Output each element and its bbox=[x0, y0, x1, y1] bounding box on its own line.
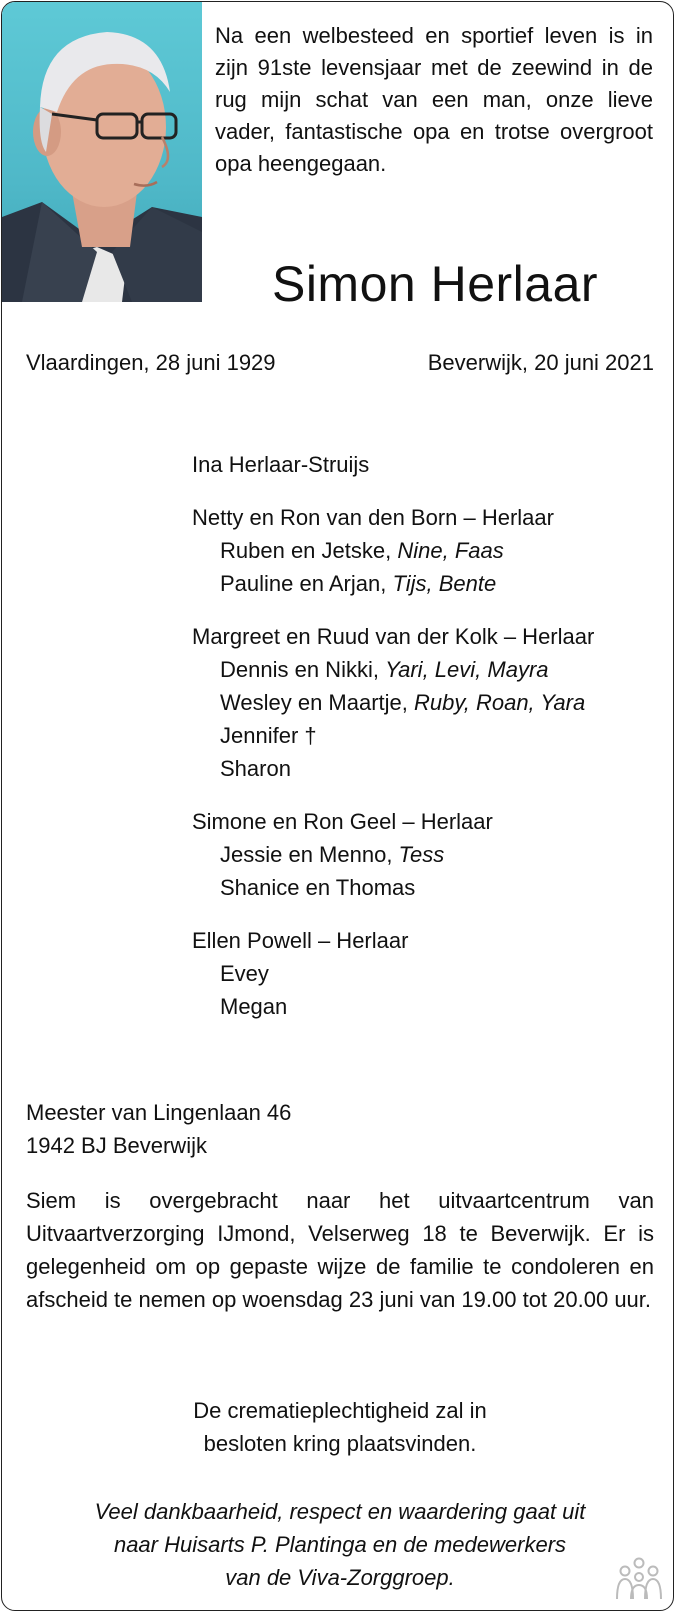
member-names: Evey bbox=[220, 961, 269, 986]
family-member-row bbox=[192, 567, 662, 600]
intro-text: Na een welbesteed en sportief leven is in zijn 91ste levensjaar met de zeewind in de rug mijn schat van een man, onze lieve vader, fantastische opa en trotse overgroot opa heengegaan. bbox=[215, 23, 653, 176]
family-member-row bbox=[192, 871, 662, 904]
portrait-photo bbox=[2, 2, 202, 302]
obituary-card bbox=[1, 1, 674, 1611]
family-member-row bbox=[192, 957, 662, 990]
family-member-row bbox=[192, 653, 662, 686]
family-group-head: Simone en Ron Geel – Herlaar bbox=[192, 809, 493, 834]
family-people-icon bbox=[614, 1557, 664, 1601]
grandchildren-names: Ruby, Roan, Yara bbox=[414, 690, 586, 715]
member-names: Jennifer † bbox=[220, 723, 317, 748]
family-member-row bbox=[192, 719, 662, 752]
deceased-name: Simon Herlaar bbox=[271, 256, 599, 312]
portrait-illustration bbox=[2, 2, 202, 302]
family-member-row bbox=[192, 686, 662, 719]
correspondence-address bbox=[26, 1096, 654, 1162]
family-group-head: Ellen Powell – Herlaar bbox=[192, 928, 409, 953]
family-group bbox=[192, 501, 662, 600]
thanks-line: naar Huisarts P. Plantinga en de medewerkers bbox=[113, 1532, 567, 1557]
address-postal: 1942 BJ Beverwijk bbox=[26, 1133, 207, 1158]
family-group bbox=[192, 805, 662, 904]
family-member-row bbox=[192, 534, 662, 567]
family-spouse: Ina Herlaar-Struijs bbox=[192, 452, 370, 477]
family-member-row bbox=[192, 752, 662, 785]
grandchildren-names: Nine, Faas bbox=[397, 538, 504, 563]
cremation-line: De crematieplechtigheid zal in bbox=[193, 1398, 487, 1423]
member-names: Jessie en Menno, bbox=[220, 842, 399, 867]
cremation-line: besloten kring plaatsvinden. bbox=[203, 1431, 477, 1456]
grandchildren-names: Tijs, Bente bbox=[392, 571, 497, 596]
member-names: Dennis en Nikki, bbox=[220, 657, 386, 682]
birth-place-date: Vlaardingen, 28 juni 1929 bbox=[26, 350, 276, 375]
death-place-date: Beverwijk, 20 juni 2021 bbox=[427, 350, 654, 375]
family-group bbox=[192, 924, 662, 1023]
funeral-info-text: Siem is overgebracht naar het uitvaartcentrum van Uitvaartverzorging IJmond, Velserweg 18 te Beverwijk. Er is gelegenheid om op gepaste wijze de familie te condoleren en afscheid te nemen op woensdag 23 juni van 19.00 tot 20.00 uur. bbox=[26, 1188, 654, 1312]
family-group bbox=[192, 620, 662, 785]
member-names: Sharon bbox=[220, 756, 291, 781]
cremation-notice bbox=[26, 1394, 654, 1460]
grandchildren-names: Tess bbox=[398, 842, 445, 867]
family-group-spouse bbox=[192, 448, 662, 481]
member-names: Megan bbox=[220, 994, 288, 1019]
thanks-notice bbox=[26, 1495, 654, 1594]
family-group-head: Netty en Ron van den Born – Herlaar bbox=[192, 505, 554, 530]
family-list bbox=[192, 448, 662, 1043]
grandchildren-names: Yari, Levi, Mayra bbox=[385, 657, 549, 682]
family-group-head: Margreet en Ruud van der Kolk – Herlaar bbox=[192, 624, 595, 649]
thanks-line: Veel dankbaarheid, respect en waardering gaat uit bbox=[94, 1499, 586, 1524]
member-names: Ruben en Jetske, bbox=[220, 538, 398, 563]
address-street: Meester van Lingenlaan 46 bbox=[26, 1100, 292, 1125]
family-member-row bbox=[192, 838, 662, 871]
member-names: Wesley en Maartje, bbox=[220, 690, 415, 715]
member-names: Pauline en Arjan, bbox=[220, 571, 393, 596]
member-names: Shanice en Thomas bbox=[220, 875, 416, 900]
family-member-row bbox=[192, 990, 662, 1023]
thanks-line: van de Viva-Zorggroep. bbox=[225, 1565, 455, 1590]
